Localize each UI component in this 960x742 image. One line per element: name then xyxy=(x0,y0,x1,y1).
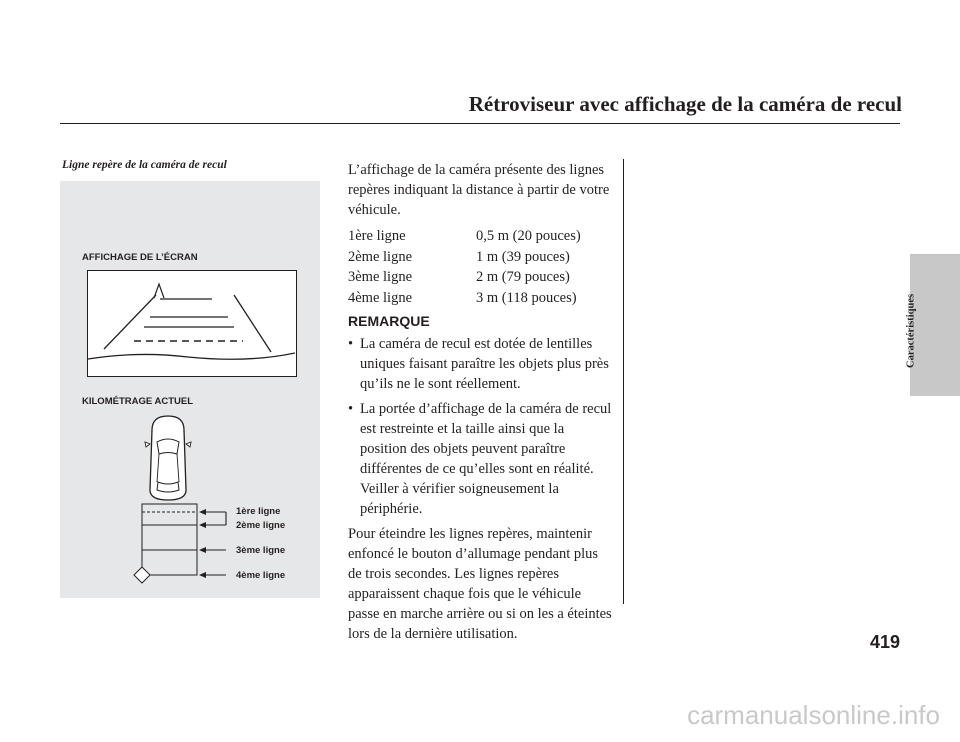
arrow-line-3 xyxy=(199,547,206,553)
note-bullet-text: La portée d’affichage de la caméra de recul est restreinte et la taille ainsi que la position des objets peuvent paraître différentes de ce qu’elles sont en réalité. Veiller à vérifier soigneusement la périphérie. xyxy=(360,401,612,517)
car-overhead-graphic xyxy=(130,412,305,587)
bumper-curve xyxy=(88,353,295,359)
camera-screen-illustration xyxy=(87,270,297,377)
guide-label-1: 1ère ligne xyxy=(236,506,281,517)
line-distance: 1 m (39 pouces) xyxy=(476,248,570,265)
line-name: 3ème ligne xyxy=(348,269,413,285)
bullet-icon: • xyxy=(348,401,354,417)
line-name: 1ère ligne xyxy=(348,228,406,244)
line-distance: 2 m (79 pouces) xyxy=(476,269,570,285)
left-mirror xyxy=(145,442,150,447)
guide-zone xyxy=(142,504,197,575)
current-mileage-label: KILOMÉTRAGE ACTUEL xyxy=(82,396,194,407)
table-row xyxy=(348,247,581,268)
right-mirror xyxy=(186,442,191,447)
line-name: 4ème ligne xyxy=(348,289,413,306)
guide-label-3: 3ème ligne xyxy=(236,545,286,556)
note-bullet xyxy=(348,334,614,394)
bullet-icon: • xyxy=(348,336,354,352)
note-heading: REMARQUE xyxy=(348,313,430,329)
distance-table xyxy=(348,226,581,308)
outro-paragraph: Pour éteindre les lignes repères, maintenir enfoncé le bouton d’allumage pendant plus de trois secondes. Les lignes repères apparaissent chaque fois que le véhicule passe en marche arrière ou si on les a éteintes lors de la dernière utilisation. xyxy=(348,526,612,642)
column-divider xyxy=(623,159,624,604)
table-row xyxy=(348,226,581,247)
arrow-line-2 xyxy=(199,522,206,528)
line-distance: 0,5 m (20 pouces) xyxy=(476,228,581,244)
figure-caption: Ligne repère de la caméra de recul xyxy=(62,159,227,171)
right-guide-line xyxy=(234,295,271,352)
car-body xyxy=(150,416,186,500)
page-header-title: Rétroviseur avec affichage de la caméra de recul xyxy=(468,92,902,116)
car-top-view-diagram xyxy=(130,412,305,587)
line-name: 2ème ligne xyxy=(348,248,413,265)
header-divider xyxy=(60,123,900,124)
arrow-line-1 xyxy=(199,509,206,515)
note-bullet xyxy=(348,399,614,519)
guide-label-4: 4ème ligne xyxy=(236,570,286,581)
watermark-text: carmanualsonline.info xyxy=(687,700,940,730)
section-tab-label: Caractéristiques xyxy=(905,293,917,369)
note-bullet-text: La caméra de recul est dotée de lentilles uniques faisant paraître les objets plus près qu’ils ne le sont réellement. xyxy=(360,336,609,392)
table-row xyxy=(348,267,581,288)
guide-label-2: 2ème ligne xyxy=(236,520,286,531)
intro-paragraph: L’affichage de la caméra présente des lignes repères indiquant la distance à partir de votre véhicule. xyxy=(348,162,610,218)
line-distance: 3 m (118 pouces) xyxy=(476,289,577,306)
arrow-line-4 xyxy=(199,572,206,578)
screen-display-label: AFFICHAGE DE L’ÉCRAN xyxy=(82,252,198,263)
table-row xyxy=(348,288,581,309)
page-number: 419 xyxy=(869,632,900,652)
body-text-column xyxy=(348,160,614,650)
camera-view-graphic xyxy=(88,271,295,375)
target-marker xyxy=(134,567,150,583)
